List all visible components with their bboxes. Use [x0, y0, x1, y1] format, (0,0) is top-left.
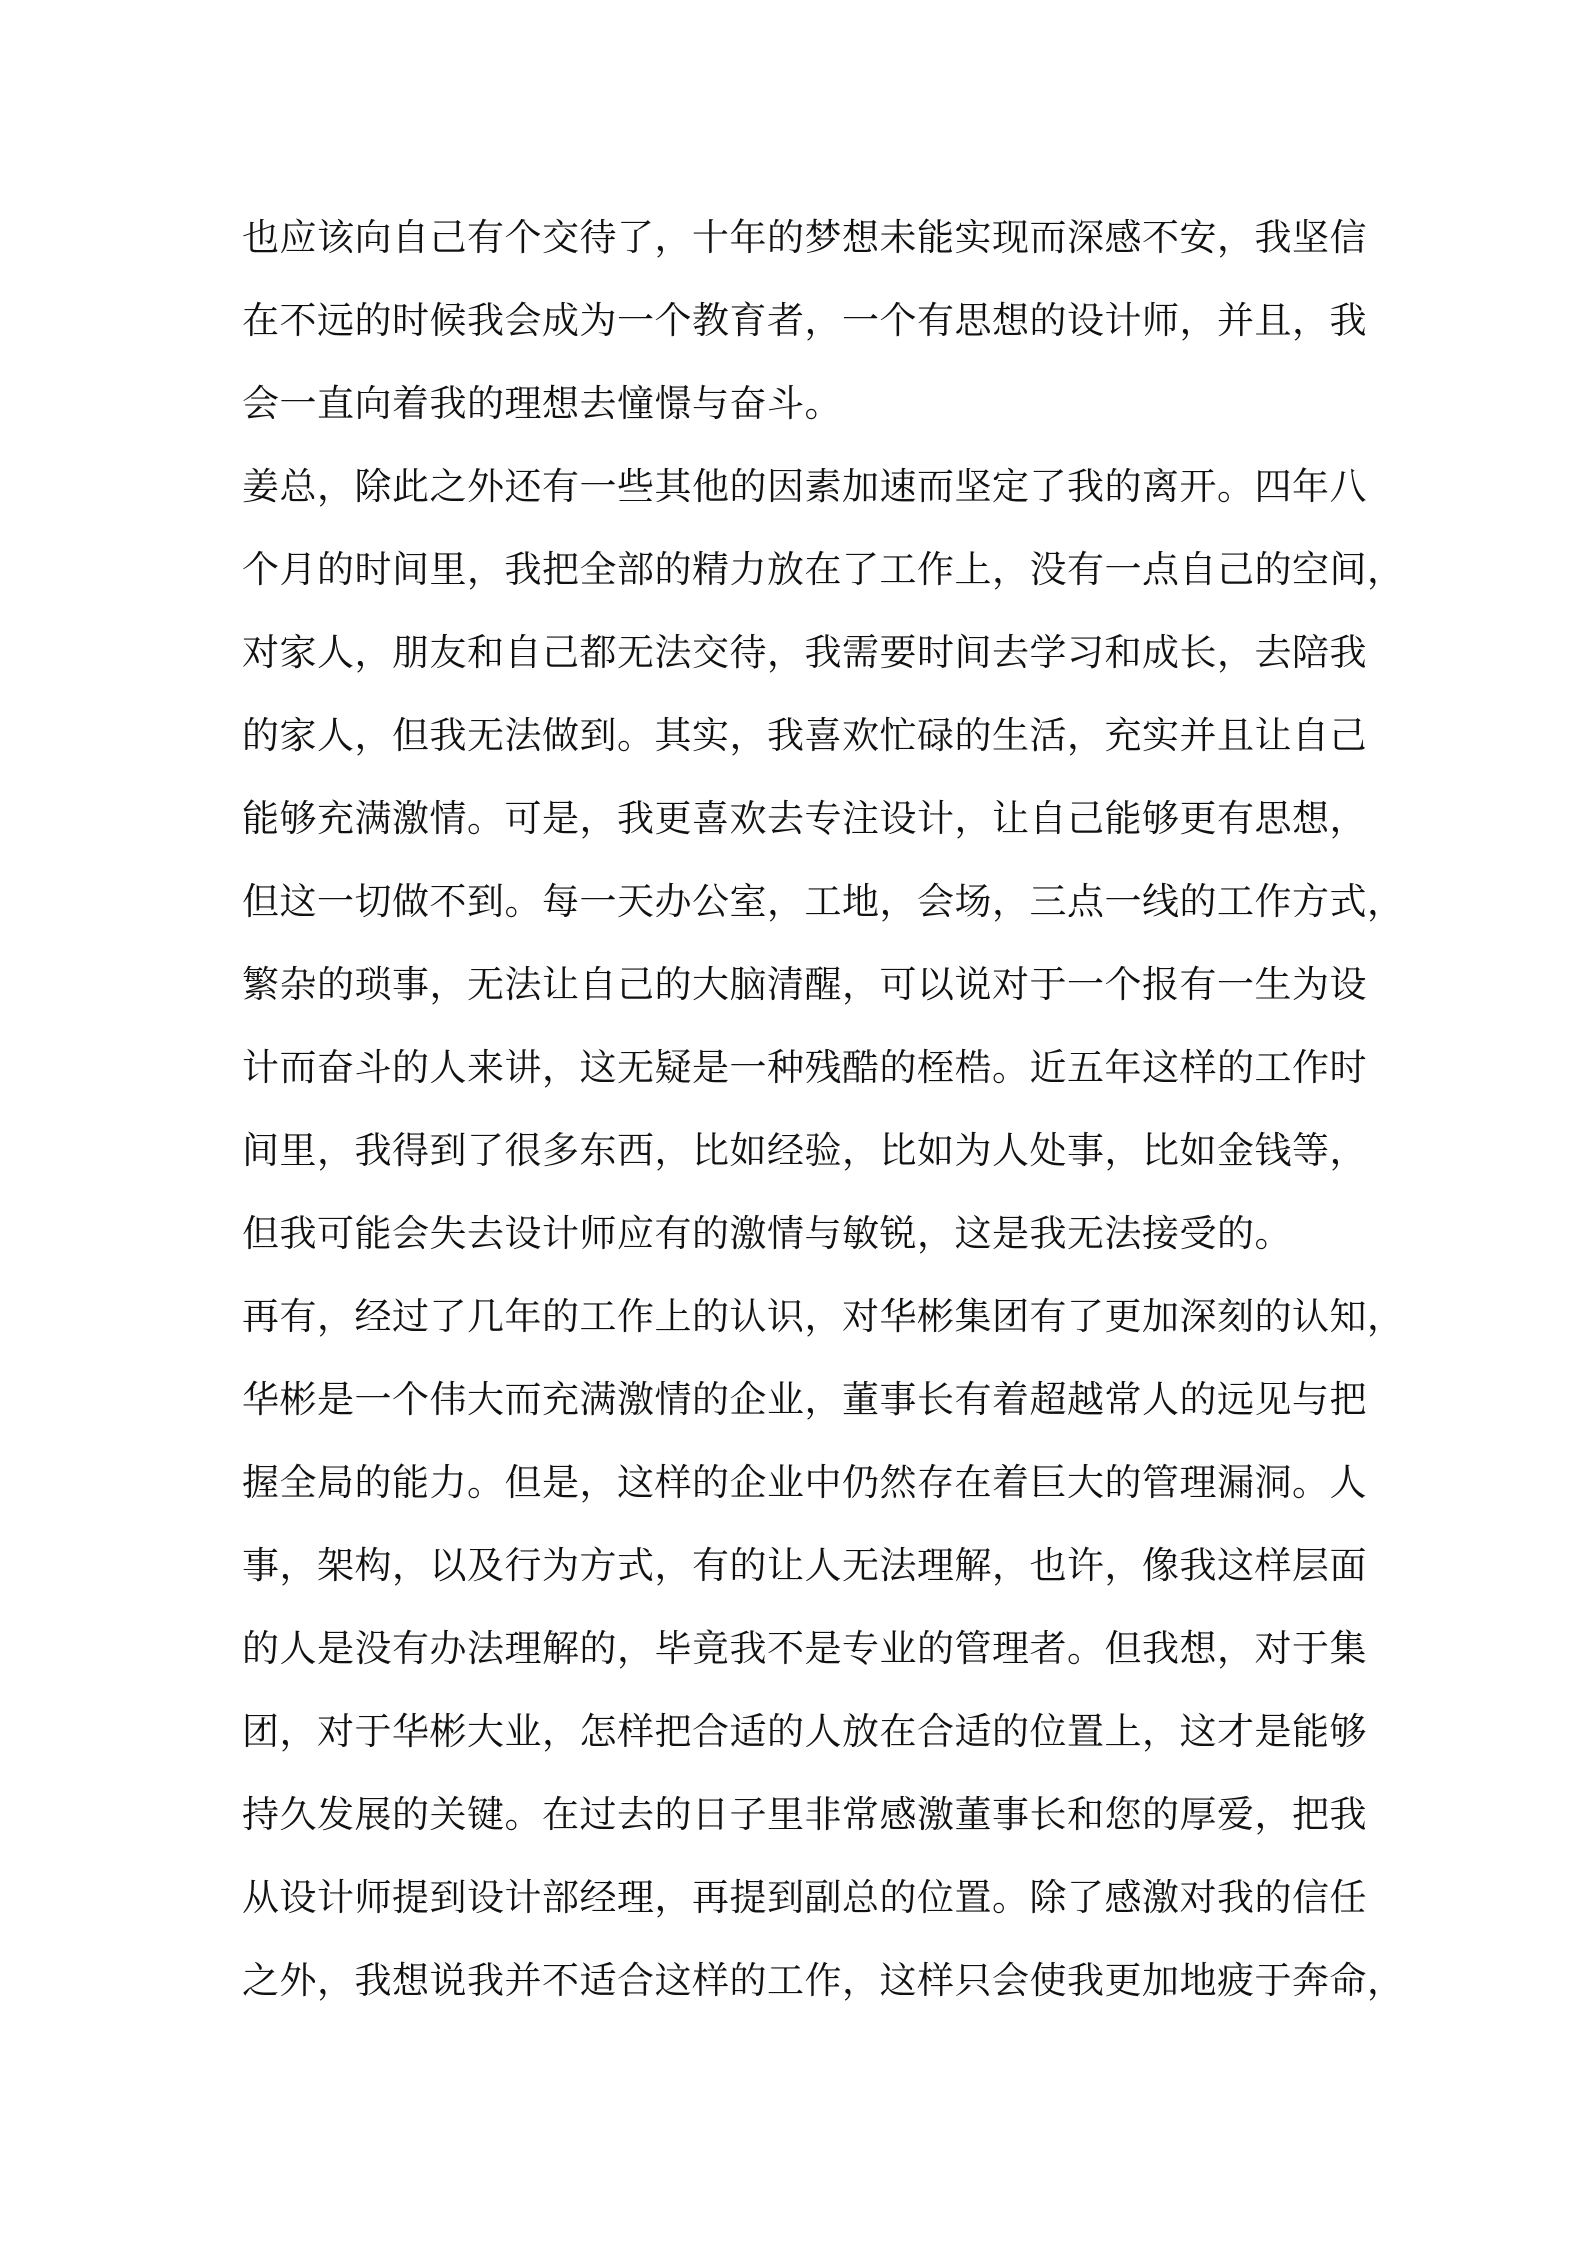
text-line: 会一直向着我的理想去憧憬与奋斗。: [242, 382, 842, 425]
text-line: 繁杂的琐事，无法让自己的大脑清醒，可以说对于一个报有一生为设: [242, 963, 1367, 1006]
text-line: 也应该向自己有个交待了，十年的梦想未能实现而深感不安，我坚信: [242, 216, 1367, 259]
text-line: 华彬是一个伟大而充满激情的企业，董事长有着超越常人的远见与把: [242, 1378, 1367, 1421]
text-line: 在不远的时候我会成为一个教育者，一个有思想的设计师，并且，我: [242, 299, 1367, 342]
text-line: 从设计师提到设计部经理，再提到副总的位置。除了感激对我的信任: [242, 1876, 1367, 1919]
text-line: 之外，我想说我并不适合这样的工作，这样只会使我更加地疲于奔命，: [242, 1959, 1405, 2002]
text-line: 间里，我得到了很多东西，比如经验，比如为人处事，比如金钱等，: [242, 1129, 1367, 1172]
text-line: 的家人，但我无法做到。其实，我喜欢忙碌的生活，充实并且让自己: [242, 714, 1367, 757]
text-line: 个月的时间里，我把全部的精力放在了工作上，没有一点自己的空间，: [242, 548, 1405, 591]
text-line: 但这一切做不到。每一天办公室，工地，会场，三点一线的工作方式，: [242, 880, 1405, 923]
text-line: 再有，经过了几年的工作上的认识，对华彬集团有了更加深刻的认知，: [242, 1295, 1405, 1338]
text-line: 姜总，除此之外还有一些其他的因素加速而坚定了我的离开。四年八: [242, 465, 1367, 508]
text-line: 对家人，朋友和自己都无法交待，我需要时间去学习和成长，去陪我: [242, 631, 1367, 674]
text-line: 能够充满激情。可是，我更喜欢去专注设计，让自己能够更有思想，: [242, 797, 1367, 840]
text-line: 的人是没有办法理解的，毕竟我不是专业的管理者。但我想，对于集: [242, 1627, 1367, 1670]
text-line: 团，对于华彬大业，怎样把合适的人放在合适的位置上，这才是能够: [242, 1710, 1367, 1753]
text-line: 计而奋斗的人来讲，这无疑是一种残酷的桎梏。近五年这样的工作时: [242, 1046, 1367, 1089]
text-line: 握全局的能力。但是，这样的企业中仍然存在着巨大的管理漏洞。人: [242, 1461, 1367, 1504]
text-line: 但我可能会失去设计师应有的激情与敏锐，这是我无法接受的。: [242, 1212, 1292, 1255]
text-line: 持久发展的关键。在过去的日子里非常感激董事长和您的厚爱，把我: [242, 1793, 1367, 1836]
body-text: [242, 196, 1405, 2022]
text-line: 事，架构，以及行为方式，有的让人无法理解，也许，像我这样层面: [242, 1544, 1367, 1587]
